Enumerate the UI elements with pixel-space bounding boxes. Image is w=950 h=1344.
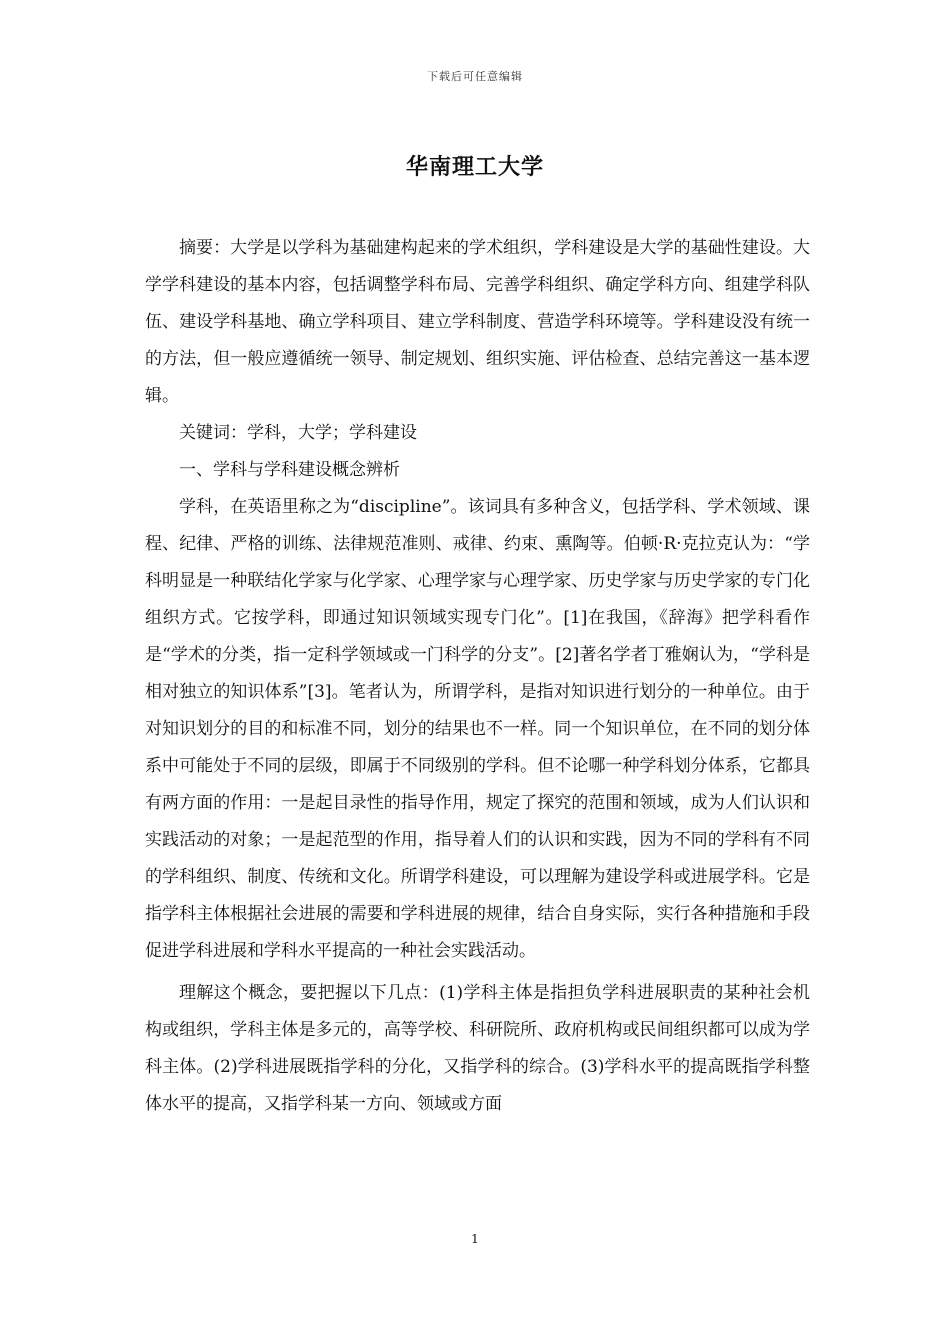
abstract-paragraph: 摘要：大学是以学科为基础建构起来的学术组织，学科建设是大学的基础性建设。大学学科建设的基本内容，包括调整学科布局、完善学科组织、确定学科方向、组建学科队伍、建设学科基地、确立学科项目、建立学科制度、营造学科环境等。学科建设没有统一的方法，但一般应遵循统一领导、制定规划、组织实施、评估检查、总结完善这一基本逻辑。	[145, 238, 810, 406]
body-paragraph: 学科，在英语里称之为“discipline”。该词具有多种含义，包括学科、学术领域、课程、纪律、严格的训练、法律规范准则、戒律、约束、熏陶等。伯顿·R·克拉克认为：“学科明显是一种联结化学家与化学家、心理学家与心理学家、历史学家与历史学家的专门化组织方式。它按学科，即通过知识领域实现专门化”。[1]在我国，《辞海》把学科看作是“学术的分类，指一定科学领域或一门科学的分支”。[2]著名学者丁雅娴认为，“学科是相对独立的知识体系”[3]。笔者认为，所谓学科，是指对知识进行划分的一种单位。由于对知识划分的目的和标准不同，划分的结果也不一样。同一个知识单位，在不同的划分体系中可能处于不同的层级，即属于不同级别的学科。但不论哪一种学科划分体系，它都具有两方面的作用：一是起目录性的指导作用，规定了探究的范围和领域，成为人们认识和实践活动的对象；一是起范型的作用，指导着人们的认识和实践，因为不同的学科有不同的学科组织、制度、传统和文化。所谓学科建设，可以理解为建设学科或进展学科。它是指学科主体根据社会进展的需要和学科进展的规律，结合自身实际，实行各种措施和手段促进学科进展和学科水平提高的一种社会实践活动。	[145, 497, 810, 961]
keywords-line: 关键词：学科，大学；学科建设	[179, 423, 417, 443]
document-body	[145, 230, 810, 1123]
page-header-note: 下载后可任意编辑	[427, 70, 523, 83]
document-title: 华南理工大学	[405, 154, 544, 180]
body-paragraph: 理解这个概念，要把握以下几点：(1)学科主体是指担负学科进展职责的某种社会机构或组织，学科主体是多元的，高等学校、科研院所、政府机构或民间组织都可以成为学科主体。(2)学科进展既指学科的分化，又指学科的综合。(3)学科水平的提高既指学科整体水平的提高，又指学科某一方向、领域或方面	[145, 983, 810, 1114]
page-number: 1	[471, 1232, 479, 1246]
section-heading: 一、学科与学科建设概念辨析	[179, 460, 400, 480]
